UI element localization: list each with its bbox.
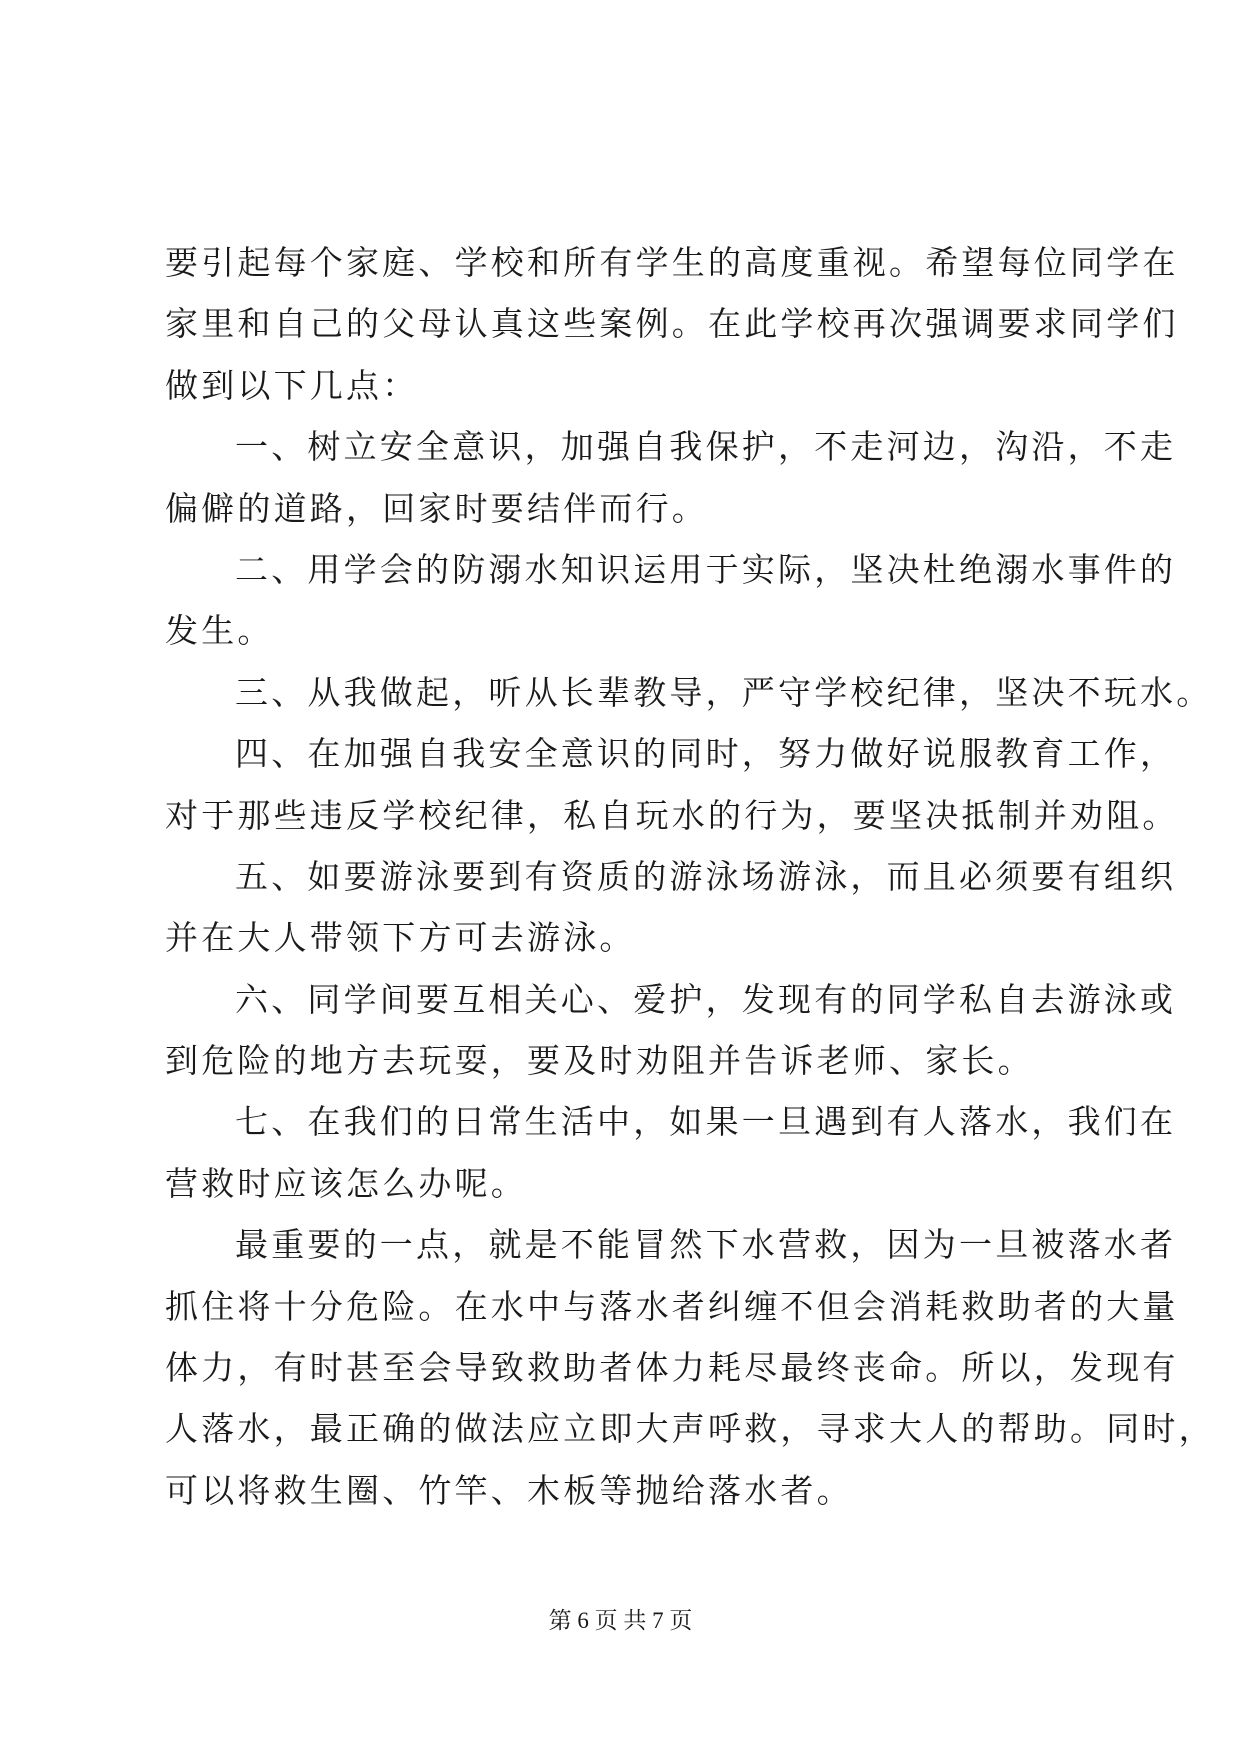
text-line: 抓住将十分危险。在水中与落水者纠缠不但会消耗救助者的大量 bbox=[165, 1286, 1179, 1326]
text-line: 二、用学会的防溺水知识运用于实际，坚决杜绝溺水事件的 bbox=[235, 549, 1177, 589]
text-line: 体力，有时甚至会导致救助者体力耗尽最终丧命。所以，发现有 bbox=[165, 1348, 1179, 1388]
text-line: 偏僻的道路，回家时要结伴而行。 bbox=[165, 488, 708, 528]
text-line: 人落水，最正确的做法应立即大声呼救，寻求大人的帮助。同时， bbox=[165, 1409, 1215, 1449]
text-line: 五、如要游泳要到有资质的游泳场游泳，而且必须要有组织 bbox=[235, 856, 1177, 896]
text-line: 七、在我们的日常生活中，如果一旦遇到有人落水，我们在 bbox=[235, 1102, 1177, 1142]
page-footer bbox=[0, 1606, 1241, 1636]
text-line: 最重要的一点，就是不能冒然下水营救，因为一旦被落水者 bbox=[235, 1225, 1177, 1265]
text-line: 可以将救生圈、竹竿、木板等抛给落水者。 bbox=[165, 1470, 853, 1510]
text-line: 到危险的地方去玩耍，要及时劝阻并告诉老师、家长。 bbox=[165, 1041, 1034, 1081]
text-line: 一、树立安全意识，加强自我保护，不走河边，沟沿，不走 bbox=[235, 427, 1177, 467]
text-line: 发生。 bbox=[165, 611, 274, 651]
text-line: 并在大人带领下方可去游泳。 bbox=[165, 918, 636, 958]
body-text bbox=[165, 232, 1215, 1521]
text-line: 家里和自己的父母认真这些案例。在此学校再次强调要求同学们 bbox=[165, 304, 1179, 344]
text-line: 对于那些违反学校纪律，私自玩水的行为，要坚决抵制并劝阻。 bbox=[165, 795, 1179, 835]
page-number-label: 第 6 页 共 7 页 bbox=[548, 1608, 693, 1633]
text-line: 四、在加强自我安全意识的同时，努力做好说服教育工作， bbox=[235, 734, 1177, 774]
text-line: 六、同学间要互相关心、爱护，发现有的同学私自去游泳或 bbox=[235, 979, 1177, 1019]
text-line: 营救时应该怎么办呢。 bbox=[165, 1163, 527, 1203]
text-line: 三、从我做起，听从长辈教导，严守学校纪律，坚决不玩水。 bbox=[235, 672, 1213, 712]
text-line: 做到以下几点： bbox=[165, 365, 419, 405]
text-line: 要引起每个家庭、学校和所有学生的高度重视。希望每位同学在 bbox=[165, 243, 1179, 282]
